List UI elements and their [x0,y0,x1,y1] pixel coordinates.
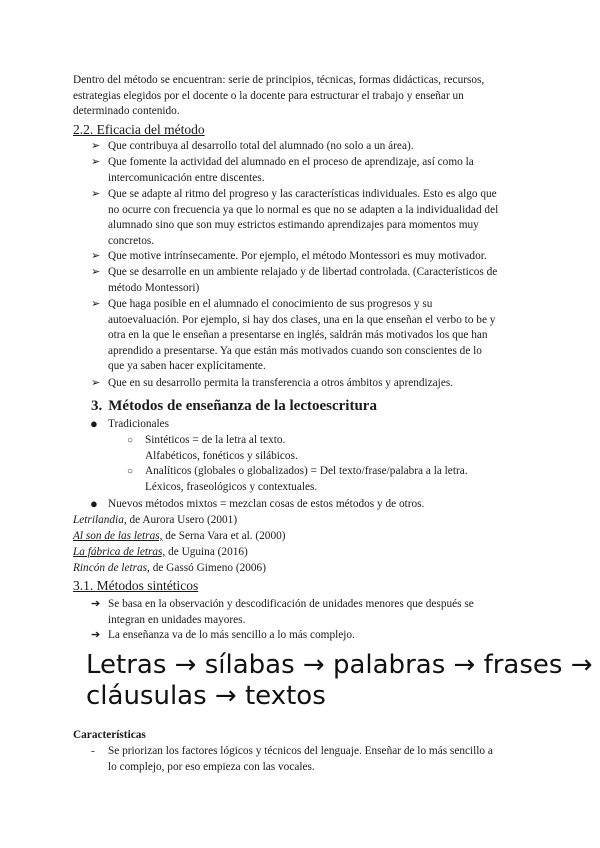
banner-word: frases [483,650,563,680]
reference-title: Al son de las letras, [73,530,163,542]
arrow-right-icon: → [453,650,476,680]
intro-line: Dentro del método se encuentran: serie de principios, técnicas, formas didácticas, recursos, [73,74,485,86]
list-line: Que motive intrínsecamente. Por ejemplo, el método Montessori es muy motivador. [108,250,487,262]
banner-word: sílabas [204,650,295,680]
arrow-bullet-icon: ➢ [91,188,101,200]
list-line: Que en su desarrollo permita la transferencia a otros ámbitos y aprendizajes. [108,377,454,389]
list-item [108,155,474,186]
list-line: otra en la que le enseñan a presentarse en inglés, saldrán más motivados los que han [108,329,488,341]
list-item [108,187,498,249]
reference-author: de Uguina (2016) [165,546,248,558]
list-line: método Montessori) [108,281,200,294]
list-line: integran en unidades mayores. [108,613,246,626]
list-item: La enseñanza va de lo más sencillo a lo más complejo. [108,629,355,641]
list-line: Se basa en la observación y descodificación de unidades menores que después se [108,598,474,610]
arrow-right-icon: → [174,650,197,680]
list-line: intercomunicación entre discentes. [108,171,265,184]
list-line: Sintéticos = de la letra al texto. [145,434,286,446]
list-item [108,249,487,265]
heading-number: 3. [91,398,103,414]
reference [73,561,266,577]
list-line: Que haga posible en el alumnado el conocimiento de sus progresos y su [108,298,433,310]
intro-line: determinado contenido. [73,105,180,117]
reference-author: de Aurora Usero (2001) [126,514,238,526]
list-line: Que se desarrolle en un ambiente relajado y de libertad controlada. (Característicos de [108,266,498,278]
characteristics-heading: Características [73,729,146,741]
list-item [108,597,474,628]
banner-word: Letras [86,650,167,680]
bullet-dot-icon: ● [90,416,98,431]
banner-word: textos [244,681,326,711]
banner-word: cláusulas [86,681,207,711]
arrow-bullet-icon: ➢ [91,250,101,262]
heading-text: Métodos de enseñanza de la lectoescritura [108,398,377,414]
list-line: autoevaluación. Por ejemplo, si hay dos clases, una en la que enseñan el verbo to be y [108,313,496,326]
arrow-right-icon: ➔ [91,598,101,610]
list-line: que ya saben hacer explícitamente. [108,360,266,372]
reference-author: de Gassó Gimeno (2006) [149,562,266,574]
banner-line [86,648,593,682]
arrow-right-icon: ➔ [91,629,101,641]
sub-list-item [145,464,468,495]
list-line: concretos. [108,234,155,247]
list-item: Nuevos métodos mixtos = mezclan cosas de estos métodos y de otros. [108,498,425,510]
arrow-bullet-icon: ➢ [91,377,101,389]
intro-paragraph [73,73,484,120]
reference [73,545,248,561]
list-line: Que contribuya al desarrollo total del alumnado (no solo a un área). [108,140,414,152]
list-line: alumnado sino que son muy estrictos estimando aprendizajes para momentos muy [108,219,479,231]
list-item [108,376,453,392]
heading-2-2: 2.2. Eficacia del método [73,122,205,137]
list-line: Se priorizan los factores lógicos y técnicos del lenguaje. Enseñar de lo más sencillo a [108,745,493,757]
arrow-bullet-icon: ➢ [91,266,101,278]
heading-3 [91,397,377,415]
list-line: Que se adapte al ritmo del progreso y las características individuales. Esto es algo que [108,188,497,200]
intro-line: estrategias elegidos por el docente o la docente para estructurar el trabajo y enseñar un [73,89,464,102]
reference-title: Letrilandia, [73,514,127,526]
reference-title: La fábrica de letras, [73,546,166,558]
list-item [108,297,495,375]
list-line: Que fomente la actividad del alumnado en el proceso de aprendizaje, así como la [108,156,474,168]
list-item: Tradicionales [108,418,170,430]
bullet-dot-icon: ● [90,496,98,511]
banner-word: palabras [332,650,446,680]
arrow-bullet-icon: ➢ [91,156,101,168]
list-item [108,139,414,155]
list-item [108,265,497,296]
list-item [108,744,493,760]
list-line: Analíticos (globales o globalizados) = Del texto/frase/palabra a la letra. [145,465,468,477]
arrow-right-icon: → [214,681,237,711]
sub-list-item [145,433,298,464]
list-line: lo complejo, por eso empieza con las vocales. [108,761,315,773]
arrow-bullet-icon: ➢ [91,298,101,310]
reference [73,513,237,529]
banner-line [86,679,326,713]
list-line: Alfabéticos, fonéticos y silábicos. [145,449,298,462]
reference-title: Rincón de letras, [73,562,150,574]
arrow-right-icon: → [302,650,325,680]
dash-bullet-icon: - [91,745,95,757]
bullet-circle-icon: ○ [127,435,134,446]
arrow-bullet-icon: ➢ [91,140,101,152]
heading-3-1: 3.1. Métodos sintéticos [73,578,199,593]
list-line: aprendido a presentarse. Ya que están más motivados cuando son conscientes de lo [108,344,482,357]
reference-author: de Serna Vara et al. (2000) [162,530,286,542]
bullet-circle-icon: ○ [127,466,134,477]
arrow-right-icon: → [570,650,593,680]
list-line: no ocurre con frecuencia ya que lo normal es que no se adapten a la individualidad del [108,203,499,216]
list-line: Léxicos, fraseológicos y contextuales. [145,480,318,493]
reference [73,529,286,545]
